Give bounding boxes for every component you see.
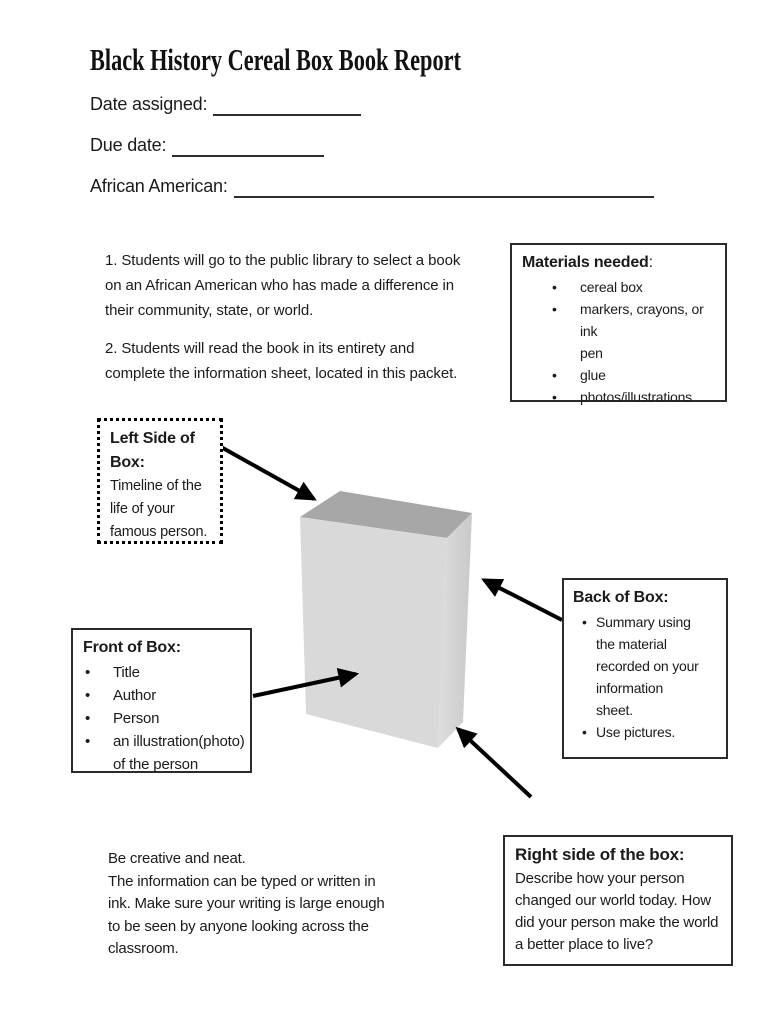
text-line: 1. Students will go to the public library to select a book — [105, 252, 461, 269]
box-title-colon: : — [648, 254, 653, 271]
list-item — [552, 386, 719, 408]
list-item-text — [596, 721, 723, 743]
text-line: photos/illustrations — [580, 389, 692, 405]
box-title — [110, 427, 216, 475]
text-line: Left Side of — [110, 430, 195, 447]
text-line: cereal box — [580, 279, 643, 295]
blank-line — [213, 94, 361, 116]
list-item — [552, 276, 719, 298]
text-line: Author — [113, 687, 156, 704]
text-line: their community, state, or world. — [105, 302, 314, 319]
bullet-icon: • — [552, 279, 557, 295]
text-line: 2. Students will read the book in its entirety and — [105, 340, 415, 357]
bullet-icon: • — [582, 614, 587, 630]
bullet-icon: • — [552, 367, 557, 383]
list-item — [85, 730, 246, 776]
text-line: of the person — [113, 756, 198, 773]
list-item — [582, 611, 723, 721]
bullet-icon: • — [582, 724, 587, 740]
box-front-face — [300, 517, 447, 748]
field-label: Date assigned: — [90, 94, 208, 114]
text-line: markers, crayons, or ink — [580, 301, 704, 339]
text-line: classroom. — [108, 940, 179, 957]
text-line: pen — [580, 345, 603, 361]
text-line: Person — [113, 710, 160, 727]
text-line: Box: — [110, 454, 145, 471]
back-of-box-callout — [562, 578, 728, 759]
list-item-text — [113, 661, 246, 684]
text-line: Be creative and neat. — [108, 850, 246, 867]
arrow-left-side — [221, 447, 314, 499]
text-line: on an African American who has made a difference in — [105, 277, 455, 294]
text-line: Use pictures. — [596, 724, 676, 740]
page-title: Black History Cereal Box Book Report — [90, 42, 461, 77]
list-item-text — [113, 684, 246, 707]
text-line: sheet. — [596, 702, 633, 718]
text-line: the material — [596, 636, 667, 652]
box-title-text: Materials needed — [522, 254, 649, 271]
box-top-face — [300, 491, 472, 538]
text-line: Describe how your person — [515, 870, 685, 887]
text-line: The information can be typed or written in — [108, 872, 376, 890]
instructions — [105, 248, 525, 386]
bullet-icon: • — [85, 687, 91, 704]
instruction-paragraph-1 — [105, 248, 525, 323]
footer-note — [108, 848, 428, 961]
bullet-icon: • — [552, 301, 557, 317]
list-item-text — [113, 707, 246, 730]
list-item — [85, 684, 246, 707]
blank-line — [234, 176, 654, 198]
bullet-icon: • — [85, 710, 91, 727]
field-african-american — [90, 176, 654, 198]
text-line: ink. Make sure your writing is large enough — [108, 895, 385, 912]
list-item — [85, 661, 246, 684]
left-side-of-box-callout — [97, 418, 223, 544]
list-item — [552, 364, 719, 386]
text-line: a better place to live? — [515, 936, 653, 953]
text-line: Timeline of the — [110, 478, 202, 494]
text-line: changed our world today. How — [515, 892, 711, 909]
text-line: life of your — [110, 501, 175, 517]
box-right-face — [438, 513, 472, 748]
field-due-date — [90, 135, 324, 157]
list-item-text — [580, 386, 719, 408]
field-date-assigned — [90, 94, 361, 116]
text-line: complete the information sheet, located in this packet. — [105, 365, 458, 382]
text-line: Summary using — [596, 614, 691, 630]
text-line: recorded on your — [596, 658, 699, 674]
text-line: an illustration(photo) — [113, 733, 245, 750]
list-item — [582, 721, 723, 743]
list-item-text — [580, 364, 719, 386]
front-of-box-callout — [71, 628, 252, 773]
box-body — [515, 868, 725, 956]
list-item — [85, 707, 246, 730]
bullet-icon: • — [85, 733, 91, 750]
arrow-front — [253, 674, 356, 696]
text-line: information — [596, 680, 664, 696]
bullet-icon: • — [85, 664, 91, 681]
box-title: Back of Box: — [573, 589, 669, 606]
list-item-text — [113, 730, 246, 776]
list-item-text — [580, 298, 719, 364]
right-side-of-box-callout — [503, 835, 733, 966]
blank-line — [172, 135, 324, 157]
text-line: Title — [113, 664, 140, 681]
list-item-text — [596, 611, 723, 721]
bullet-icon: • — [552, 389, 557, 405]
box-title — [522, 250, 719, 276]
arrow-back — [484, 580, 562, 620]
instruction-paragraph-2 — [105, 336, 525, 386]
text-line: famous person. — [110, 524, 208, 540]
arrow-right-side — [458, 729, 531, 797]
box-title: Front of Box: — [83, 639, 181, 656]
materials-needed-box — [510, 243, 727, 405]
list-item-text — [580, 276, 719, 298]
box-title: Right side of the box: — [515, 845, 685, 864]
list-item — [552, 298, 719, 364]
field-label: Due date: — [90, 135, 167, 155]
text-line: to be seen by anyone looking across the — [108, 917, 369, 935]
text-line: glue — [580, 367, 606, 383]
field-label: African American: — [90, 176, 228, 196]
text-line: did your person make the world — [515, 914, 719, 931]
box-body — [110, 475, 216, 544]
